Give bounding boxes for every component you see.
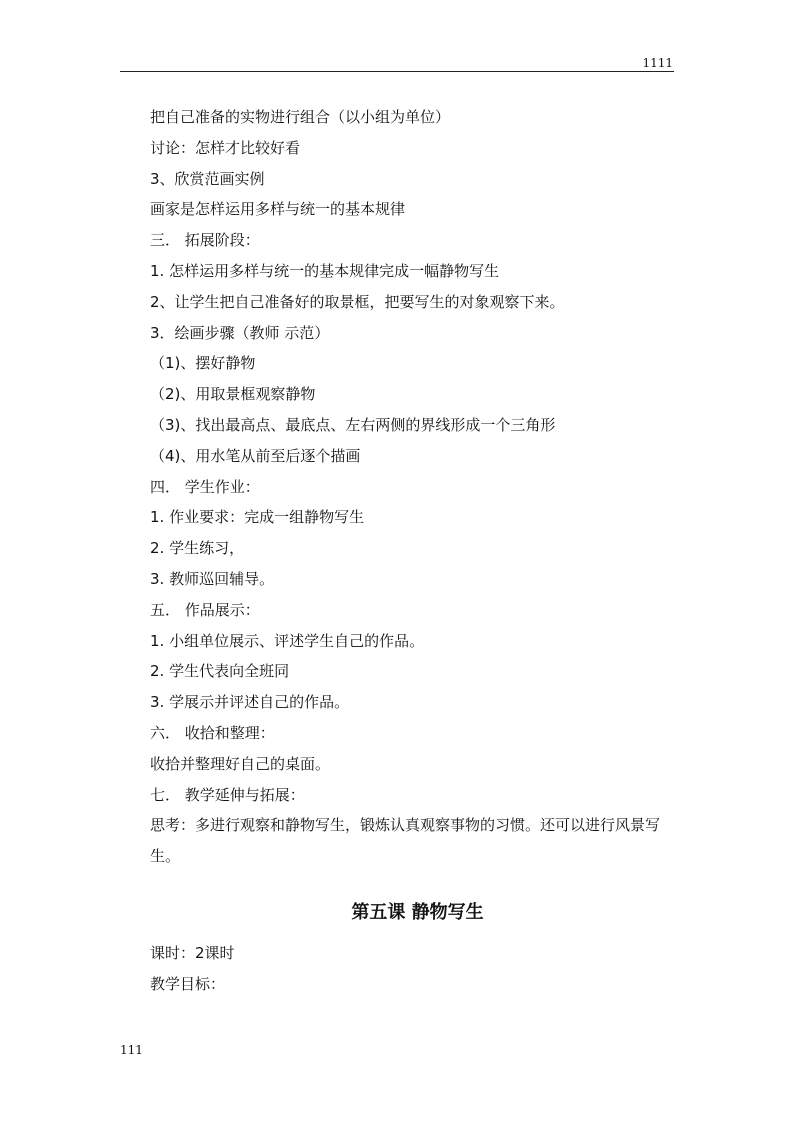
text-line: 把自己准备的实物进行组合（以小组为单位） xyxy=(150,108,451,126)
header-rule xyxy=(120,71,674,72)
step-line: （4)、用水笔从前至后逐个描画 xyxy=(150,446,361,465)
section-heading: 三． 拓展阶段： xyxy=(150,231,260,250)
think-paragraph: 思考：多进行观察和静物写生，锻炼认真观察事物的习惯。还可以进行风景写生。 xyxy=(150,816,661,866)
text-line: 3、欣赏范画实例 xyxy=(150,169,265,188)
text-line: 讨论：怎样才比较好看 xyxy=(150,138,301,157)
step-line: （1)、摆好静物 xyxy=(150,354,256,373)
section-heading: 五． 作品展示： xyxy=(150,600,260,619)
header-page-number: 1111 xyxy=(642,56,673,70)
section-heading: 四． 学生作业： xyxy=(150,477,260,496)
text-line: 1. 小组单位展示、评述学生自己的作品。 xyxy=(150,631,425,650)
section-heading: 六． 收拾和整理： xyxy=(150,723,275,742)
text-line: 1. 怎样运用多样与统一的基本规律完成一幅静物写生 xyxy=(150,261,500,280)
text-line: 画家是怎样运用多样与统一的基本规律 xyxy=(150,200,406,219)
text-line: 2、让学生把自己准备好的取景框，把要写生的对象观察下来。 xyxy=(150,292,565,311)
text-line: 1. 作业要求：完成一组静物写生 xyxy=(150,508,365,527)
text-line: 收拾并整理好自己的桌面。 xyxy=(150,754,331,773)
lesson-title: 第五课 静物写生 xyxy=(351,901,484,923)
step-line: （3)、找出最高点、最底点、左右两侧的界线形成一个三角形 xyxy=(150,415,556,434)
text-line: 3. 教师巡回辅导。 xyxy=(150,569,275,588)
text-line: 2. 学生代表向全班同 xyxy=(150,662,290,681)
text-line: 课时：2课时 xyxy=(150,943,235,962)
text-line: 3. 学展示并评述自己的作品。 xyxy=(150,693,350,712)
text-line: 3．绘画步骤（教师 示范） xyxy=(150,323,330,342)
step-line: （2)、用取景框观察静物 xyxy=(150,385,316,404)
footer-page-number: 111 xyxy=(120,1043,143,1057)
text-line: 教学目标： xyxy=(150,974,226,993)
document-body xyxy=(150,102,680,1000)
section-heading: 七． 教学延伸与拓展： xyxy=(150,785,305,804)
text-line: 2. 学生练习， xyxy=(150,539,245,558)
